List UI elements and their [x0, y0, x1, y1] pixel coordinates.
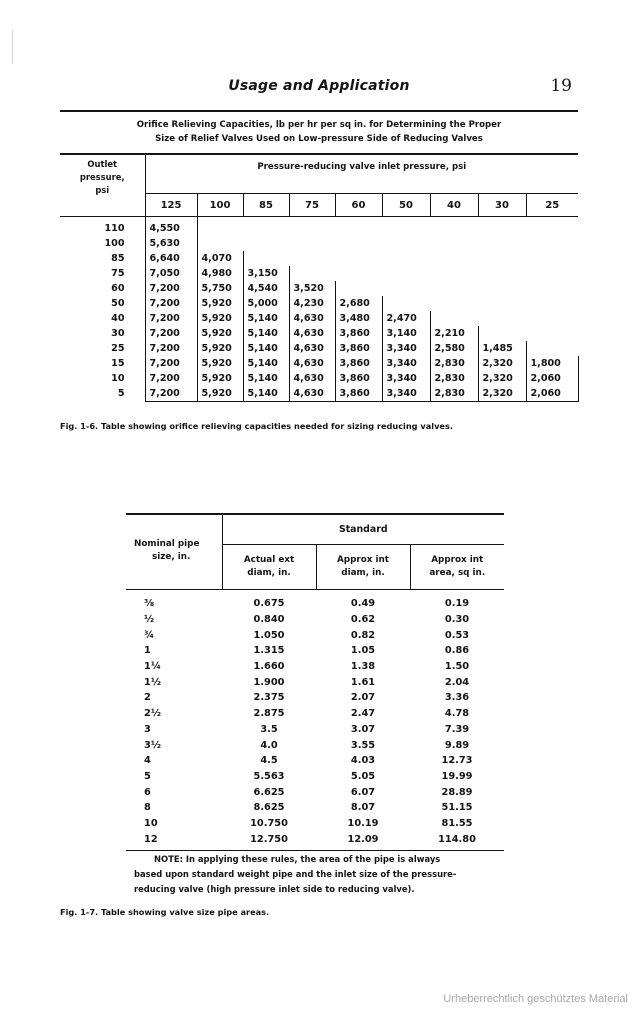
- int-diam-cell: 10.19: [347, 817, 379, 829]
- page-number: 19: [550, 76, 572, 96]
- ext-diam-cell: 2.375: [253, 692, 285, 704]
- table-row: [126, 753, 504, 769]
- capacity-cell: 2,830: [430, 386, 478, 402]
- ext-diam-cell: 5.563: [253, 770, 285, 782]
- table-row: [60, 266, 578, 281]
- capacity-cell: [243, 251, 289, 266]
- inlet-pressure-column: 85: [243, 194, 289, 217]
- capacity-cell: [243, 236, 289, 251]
- ext-diam-cell: 1.660: [253, 661, 285, 673]
- inlet-pressure-column: 30: [478, 194, 526, 217]
- inlet-pressure-column: 125: [145, 194, 197, 217]
- capacity-cell: [526, 326, 578, 341]
- capacity-cell: [478, 251, 526, 266]
- nominal-size-cell: 12: [126, 831, 222, 850]
- capacity-cell: 5,140: [243, 356, 289, 371]
- ext-diam-cell: 1.900: [253, 676, 285, 688]
- standard-column-header: [316, 545, 410, 590]
- nominal-size-cell: 2½: [144, 708, 161, 720]
- table-row: [126, 674, 504, 690]
- capacity-cell: 4,630: [289, 311, 335, 326]
- capacity-cell: 5,000: [243, 296, 289, 311]
- capacity-cell: 7,200: [145, 326, 197, 341]
- capacity-cell: [243, 217, 289, 237]
- capacity-cell: [430, 251, 478, 266]
- capacity-cell: 7,050: [145, 266, 197, 281]
- table-row: [60, 217, 578, 237]
- int-area-cell: 0.53: [444, 629, 470, 641]
- capacity-cell: [430, 281, 478, 296]
- int-diam-cell: 0.82: [350, 629, 376, 641]
- capacity-cell: 1,485: [478, 341, 526, 356]
- capacity-cell: [526, 266, 578, 281]
- table1-caption-line: Orifice Relieving Capacities, lb per hr per sq in. for Determining the Proper: [136, 120, 502, 130]
- capacity-cell: 1,800: [526, 356, 578, 371]
- outlet-pressure-header: [60, 155, 145, 217]
- capacity-cell: 2,680: [335, 296, 382, 311]
- inlet-pressure-column: 50: [382, 194, 430, 217]
- int-area-cell: 81.55: [441, 817, 473, 829]
- int-diam-cell: 1.61: [350, 676, 376, 688]
- table-row: [126, 722, 504, 738]
- int-diam-cell: 8.07: [350, 802, 376, 814]
- int-area-cell: 51.15: [441, 802, 473, 814]
- nominal-header-line: size, in.: [152, 552, 191, 562]
- capacity-cell: [526, 296, 578, 311]
- inlet-pressure-column: 75: [289, 194, 335, 217]
- capacity-cell: 3,860: [335, 371, 382, 386]
- capacity-cell: [526, 281, 578, 296]
- capacity-cell: [478, 326, 526, 341]
- int-diam-cell: 2.47: [350, 708, 376, 720]
- capacity-cell: 3,520: [289, 281, 335, 296]
- capacity-cell: [289, 251, 335, 266]
- capacity-cell: 7,200: [145, 356, 197, 371]
- capacity-cell: 3,340: [382, 341, 430, 356]
- int-area-cell: 0.30: [444, 614, 470, 626]
- capacity-cell: [335, 281, 382, 296]
- table-row: [60, 281, 578, 296]
- note-line: NOTE: In applying these rules, the area of the pipe is always: [154, 854, 441, 864]
- capacity-cell: 3,860: [335, 386, 382, 402]
- capacity-cell: [197, 236, 243, 251]
- nominal-size-cell: 6: [144, 786, 151, 798]
- capacity-cell: [335, 217, 382, 237]
- int-area-cell: 4.78: [444, 708, 470, 720]
- note-line: based upon standard weight pipe and the inlet size of the pressure-: [134, 869, 457, 879]
- capacity-cell: [382, 281, 430, 296]
- ext-diam-cell: 0.675: [253, 598, 285, 610]
- capacity-cell: 2,470: [382, 311, 430, 326]
- ext-diam-cell: 0.840: [253, 614, 285, 626]
- table-row: [60, 251, 578, 266]
- standard-column-header: [410, 545, 504, 590]
- ext-diam-cell: 1.050: [253, 629, 285, 641]
- capacity-cell: 7,200: [145, 281, 197, 296]
- capacity-cell: 4,630: [289, 371, 335, 386]
- figure-1-7-caption: Fig. 1-7. Table showing valve size pipe areas.: [60, 907, 270, 917]
- capacity-cell: 5,920: [197, 326, 243, 341]
- nominal-size-cell: 1¼: [144, 661, 161, 673]
- capacity-cell: 7,200: [145, 311, 197, 326]
- outlet-header-line: pressure,: [79, 172, 125, 182]
- capacity-cell: [289, 266, 335, 281]
- capacity-cell: [478, 217, 526, 237]
- capacity-cell: 2,060: [526, 386, 578, 402]
- nominal-size-cell: 1½: [144, 676, 161, 688]
- inlet-pressure-column: 25: [526, 194, 578, 217]
- int-area-cell: 3.36: [444, 692, 470, 704]
- capacity-cell: 4,630: [289, 341, 335, 356]
- capacity-cell: 3,860: [335, 326, 382, 341]
- nominal-size-cell: 1: [144, 645, 151, 657]
- int-area-cell: 28.89: [441, 786, 473, 798]
- capacity-cell: [430, 311, 478, 326]
- capacity-cell: 7,200: [145, 371, 197, 386]
- ext-diam-cell: 3.5: [260, 723, 278, 735]
- table1-caption-line: Size of Relief Valves Used on Low-pressure Side of Reducing Valves: [155, 134, 483, 144]
- int-diam-cell: 1.38: [350, 661, 376, 673]
- capacity-cell: [430, 266, 478, 281]
- int-diam-cell: 2.07: [350, 692, 376, 704]
- capacity-cell: 3,340: [382, 356, 430, 371]
- standard-header: Standard: [222, 514, 504, 545]
- capacity-cell: 5,750: [197, 281, 243, 296]
- inlet-pressure-column: 60: [335, 194, 382, 217]
- capacity-cell: 4,630: [289, 386, 335, 402]
- capacity-cell: 3,340: [382, 371, 430, 386]
- capacity-cell: 4,630: [289, 356, 335, 371]
- column-header-line: diam, in.: [341, 568, 385, 578]
- capacity-cell: 4,540: [243, 281, 289, 296]
- capacity-cell: [526, 217, 578, 237]
- table-row: [126, 831, 504, 850]
- capacity-cell: [430, 236, 478, 251]
- nominal-header-line: Nominal pipe: [134, 539, 200, 549]
- ext-diam-cell: 4.0: [260, 739, 278, 751]
- capacity-cell: 2,320: [478, 356, 526, 371]
- ext-diam-cell: 12.750: [222, 831, 316, 850]
- table1-caption: [60, 118, 578, 146]
- table-row: [60, 326, 578, 341]
- note-line: reducing valve (high pressure inlet side to reducing valve).: [134, 884, 415, 894]
- capacity-cell: 4,550: [145, 217, 197, 237]
- capacity-cell: [382, 217, 430, 237]
- capacity-cell: 4,980: [197, 266, 243, 281]
- capacity-cell: [526, 341, 578, 356]
- capacity-cell: [382, 296, 430, 311]
- capacity-cell: 5,140: [243, 371, 289, 386]
- capacity-cell: 2,320: [478, 371, 526, 386]
- capacity-cell: 2,060: [526, 371, 578, 386]
- int-area-cell: 9.89: [444, 739, 470, 751]
- capacity-cell: [478, 266, 526, 281]
- nominal-size-cell: ¾: [144, 629, 155, 641]
- capacity-cell: [335, 266, 382, 281]
- nominal-size-cell: 3½: [144, 739, 161, 751]
- int-area-cell: 19.99: [441, 770, 473, 782]
- capacity-cell: 4,230: [289, 296, 335, 311]
- ext-diam-cell: 10.750: [250, 817, 288, 829]
- capacity-cell: [526, 236, 578, 251]
- outlet-header-line: Outlet: [87, 159, 118, 169]
- capacity-cell: [335, 236, 382, 251]
- int-area-cell: 114.80: [410, 831, 504, 850]
- capacity-cell: 2,210: [430, 326, 478, 341]
- capacity-cell: [430, 217, 478, 237]
- table-row: [126, 706, 504, 722]
- capacity-cell: [478, 296, 526, 311]
- capacity-cell: [526, 311, 578, 326]
- capacity-cell: [478, 281, 526, 296]
- capacity-cell: [430, 296, 478, 311]
- capacity-cell: 5,140: [243, 326, 289, 341]
- capacity-cell: [478, 236, 526, 251]
- table-row: [60, 356, 578, 371]
- ext-diam-cell: 8.625: [253, 802, 285, 814]
- table-row: [60, 341, 578, 356]
- capacity-cell: [382, 266, 430, 281]
- capacity-cell: [382, 251, 430, 266]
- capacity-cell: 5,920: [197, 371, 243, 386]
- capacity-cell: 2,830: [430, 356, 478, 371]
- outlet-pressure-cell: 25: [111, 343, 125, 354]
- capacity-cell: 5,920: [197, 356, 243, 371]
- table-row: [126, 643, 504, 659]
- capacity-cell: [526, 251, 578, 266]
- table-row: [126, 769, 504, 785]
- capacity-cell: 5,920: [197, 311, 243, 326]
- ext-diam-cell: 6.625: [253, 786, 285, 798]
- ext-diam-cell: 4.5: [260, 755, 278, 767]
- int-diam-cell: 1.05: [350, 645, 376, 657]
- capacity-cell: 4,630: [289, 326, 335, 341]
- int-area-cell: 0.19: [444, 598, 470, 610]
- standard-column-header: [222, 545, 316, 590]
- page-header: [60, 78, 578, 100]
- capacity-cell: [478, 311, 526, 326]
- running-title: Usage and Application: [228, 78, 410, 94]
- outlet-header-line: psi: [95, 185, 110, 195]
- int-area-cell: 2.04: [444, 676, 470, 688]
- column-header-line: Approx int: [431, 555, 484, 565]
- nominal-size-cell: 3: [144, 723, 151, 735]
- capacity-cell: 6,640: [145, 251, 197, 266]
- ext-diam-cell: 2.875: [253, 708, 285, 720]
- int-area-cell: 1.50: [444, 661, 470, 673]
- capacity-cell: 5,920: [197, 386, 243, 402]
- capacity-cell: 3,340: [382, 386, 430, 402]
- nominal-size-header: [126, 514, 222, 590]
- watermark: Urheberrechtlich geschütztes Material: [443, 993, 628, 1005]
- capacity-cell: 5,630: [145, 236, 197, 251]
- table-row: [126, 784, 504, 800]
- capacity-cell: 4,070: [197, 251, 243, 266]
- capacity-cell: 3,860: [335, 356, 382, 371]
- capacity-cell: [197, 217, 243, 237]
- capacity-cell: 5,140: [243, 386, 289, 402]
- capacity-cell: 5,920: [197, 341, 243, 356]
- int-diam-cell: 0.62: [350, 614, 376, 626]
- int-area-cell: 7.39: [444, 723, 470, 735]
- outlet-pressure-cell: 5: [117, 388, 125, 400]
- nominal-size-cell: ⅜: [144, 598, 155, 610]
- inlet-pressure-column: 40: [430, 194, 478, 217]
- margin-mark: [12, 30, 13, 64]
- nominal-size-cell: 10: [144, 817, 158, 829]
- inlet-pressure-header: Pressure-reducing valve inlet pressure, psi: [145, 155, 578, 194]
- outlet-pressure-cell: 40: [111, 313, 125, 324]
- table-row: [126, 690, 504, 706]
- capacity-cell: 7,200: [145, 296, 197, 311]
- column-header-line: diam, in.: [247, 568, 291, 578]
- int-diam-cell: 3.55: [350, 739, 376, 751]
- outlet-pressure-cell: 100: [104, 238, 125, 249]
- outlet-pressure-cell: 30: [111, 328, 125, 339]
- capacity-cell: [289, 236, 335, 251]
- capacity-cell: [382, 236, 430, 251]
- inlet-pressure-column: 100: [197, 194, 243, 217]
- column-header-line: Approx int: [336, 555, 389, 565]
- table-row: [126, 737, 504, 753]
- capacity-cell: 7,200: [145, 341, 197, 356]
- int-diam-cell: 4.03: [350, 755, 376, 767]
- capacity-cell: 3,150: [243, 266, 289, 281]
- capacity-cell: [335, 251, 382, 266]
- table-row: [60, 371, 578, 386]
- capacity-cell: 7,200: [145, 386, 197, 402]
- capacity-cell: 2,830: [430, 371, 478, 386]
- column-header-line: Actual ext: [243, 555, 295, 565]
- table-row: [126, 816, 504, 832]
- capacity-cell: 3,140: [382, 326, 430, 341]
- table-row: [126, 627, 504, 643]
- capacity-cell: 2,580: [430, 341, 478, 356]
- table-row: [126, 659, 504, 675]
- nominal-size-cell: 4: [144, 755, 151, 767]
- int-area-cell: 12.73: [441, 755, 473, 767]
- capacity-cell: 5,140: [243, 311, 289, 326]
- header-rule: [60, 110, 578, 112]
- outlet-pressure-cell: 110: [104, 223, 125, 234]
- outlet-pressure-cell: 85: [111, 253, 125, 264]
- capacity-cell: 5,140: [243, 341, 289, 356]
- outlet-pressure-cell: 10: [111, 373, 125, 384]
- outlet-pressure-cell: 60: [111, 283, 125, 294]
- int-area-cell: 0.86: [444, 645, 470, 657]
- capacity-cell: [289, 217, 335, 237]
- capacity-cell: 2,320: [478, 386, 526, 402]
- pipe-area-table: [126, 514, 504, 851]
- relieving-capacity-table: [60, 155, 579, 402]
- table-row: [60, 311, 578, 326]
- column-header-line: area, sq in.: [429, 568, 486, 578]
- table2-note: [134, 852, 514, 897]
- int-diam-cell: 6.07: [350, 786, 376, 798]
- table-row: [126, 612, 504, 628]
- int-diam-cell: 12.09: [316, 831, 410, 850]
- ext-diam-cell: 1.315: [253, 645, 285, 657]
- table-row: [126, 800, 504, 816]
- outlet-pressure-cell: 50: [111, 298, 125, 309]
- int-diam-cell: 5.05: [350, 770, 376, 782]
- capacity-cell: 3,860: [335, 341, 382, 356]
- int-diam-cell: 3.07: [350, 723, 376, 735]
- int-diam-cell: 0.49: [350, 598, 376, 610]
- table-row: [60, 296, 578, 311]
- nominal-size-cell: ½: [144, 614, 155, 626]
- capacity-cell: 3,480: [335, 311, 382, 326]
- outlet-pressure-cell: 75: [111, 268, 125, 279]
- outlet-pressure-cell: 15: [111, 358, 125, 369]
- nominal-size-cell: 8: [144, 802, 151, 814]
- nominal-size-cell: 2: [144, 692, 151, 704]
- table-row: [60, 386, 578, 402]
- table-row: [126, 590, 504, 612]
- capacity-cell: 5,920: [197, 296, 243, 311]
- table-row: [60, 236, 578, 251]
- figure-1-6-caption: Fig. 1-6. Table showing orifice relieving capacities needed for sizing reducing valves.: [60, 421, 453, 431]
- nominal-size-cell: 5: [144, 770, 151, 782]
